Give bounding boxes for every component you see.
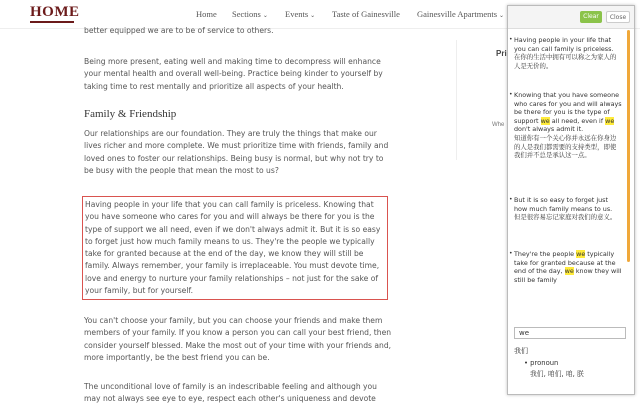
chevron-down-icon: ⌄ — [310, 13, 316, 19]
source-segment: don't always admit it. — [514, 125, 584, 134]
source-segment: typically take for granted because at the end of the day, — [514, 250, 616, 276]
nav-events[interactable] — [285, 9, 315, 19]
entry-translation-text: 但是很容易忘记家庭对我们的意义。 — [514, 213, 617, 222]
entry-source-text — [514, 250, 622, 284]
nav-home-label: Home — [196, 9, 217, 19]
lookup-result-title: 我们 — [514, 347, 528, 355]
nav-home[interactable] — [196, 9, 217, 19]
highlighted-word[interactable]: we — [605, 116, 615, 125]
source-segment: all need, even if — [549, 116, 606, 125]
nav-taste-of-gainesville[interactable] — [332, 9, 400, 19]
sidebar-text: Whe — [492, 122, 505, 128]
translation-panel — [507, 5, 635, 395]
entry-source-text: But it is so easy to forget just how much family means to us. — [514, 196, 613, 213]
results-scrollbar[interactable] — [627, 30, 630, 262]
close-button[interactable]: Close — [606, 11, 630, 23]
nav-gainesville-apartments[interactable] — [417, 9, 504, 19]
article-paragraph: You can't choose your family, but you can choose your friends and make them members of your family. If you know a person you can call your best friend, then consider yourself blessed. Make the most out of your time with your friends and, more importantly, be the best friend you can be. — [84, 316, 392, 362]
nav-taste-label: Taste of Gainesville — [332, 9, 400, 19]
bullet-icon: • — [509, 36, 513, 43]
chevron-down-icon: ⌄ — [262, 13, 268, 19]
highlighted-word[interactable]: we — [540, 116, 550, 125]
word-translations: 我们, 咱们, 咱, 朕 — [530, 370, 584, 378]
panel-header — [508, 6, 634, 29]
nav-events-label: Events — [285, 9, 309, 19]
entry-translation-text: 知道你有一个关心你并永远在你身边的人是我们都需要的支持类型，即使我们并不总是承认这一点。 — [514, 133, 617, 160]
site-logo[interactable]: HOME — [30, 4, 80, 20]
source-segment: know they will still be family — [514, 267, 622, 284]
nav-sections-label: Sections — [232, 9, 261, 19]
highlighted-word[interactable]: we — [576, 250, 586, 258]
article-paragraph: Being more present, eating well and making time to decompress will enhance your mental health and overall well-being. Practice being kinder to yourself by taking time to rest mentally and prioritize all aspects of your health. — [84, 57, 383, 91]
logo-underline — [30, 21, 74, 23]
clear-button[interactable]: Clear — [580, 11, 602, 23]
selected-paragraph[interactable]: Having people in your life that you can call family is priceless. Knowing that you have someone who cares for you and will always be there for you is the type of support we all need, even if we don't always admit it. But it is so easy to forget just how much family means to us. They're the people we typically take for granted because at the end of the day, we know they will still be family. Always remember, your family is irreplaceable. You must devote time, love and energy to nurture your family relationships – not just for the sake of your family, but for yourself. — [82, 196, 388, 300]
part-of-speech: • pronoun — [524, 359, 559, 367]
source-segment: Knowing that you have someone who cares for you and will always be there for you is the type of support — [514, 91, 622, 125]
translation-results[interactable] — [508, 28, 630, 294]
translation-entry — [509, 36, 622, 70]
nav-sections[interactable] — [232, 9, 268, 19]
article-paragraph: Our relationships are our foundation. They are truly the things that make our lives richer and more complete. We must prioritize time with friends, family and loved ones to foster our relationships. Being busy is normal, but why not try to be busy with the people that mean the most to us? — [84, 129, 389, 175]
highlighted-word[interactable]: we — [564, 267, 574, 276]
bullet-icon: • — [509, 250, 513, 257]
bullet-icon: • — [509, 91, 513, 98]
source-segment: They're the people — [514, 250, 577, 258]
translation-entry — [509, 250, 622, 284]
entry-source-text — [514, 91, 622, 134]
lookup-input[interactable]: we — [514, 327, 626, 339]
chevron-down-icon: ⌄ — [499, 13, 505, 19]
entry-translation-text: 在你的生活中拥有可以称之为家人的人是无价的。 — [514, 53, 617, 70]
article-paragraph: better equipped we are to be of service to others. — [84, 26, 274, 35]
nav-apartments-label: Gainesville Apartments — [417, 9, 498, 19]
section-heading: Family & Friendship — [84, 108, 177, 120]
sidebar-title: Pri — [496, 49, 507, 58]
article-paragraph: The unconditional love of family is an indescribable feeling and although you may not always see eye to eye, respect each other's uniqueness and devote — [84, 382, 377, 404]
bullet-icon: • — [509, 196, 513, 203]
translation-entry — [509, 196, 622, 222]
translation-entry — [509, 91, 622, 160]
entry-source-text: Having people in your life that you can call family is priceless. — [514, 36, 614, 53]
